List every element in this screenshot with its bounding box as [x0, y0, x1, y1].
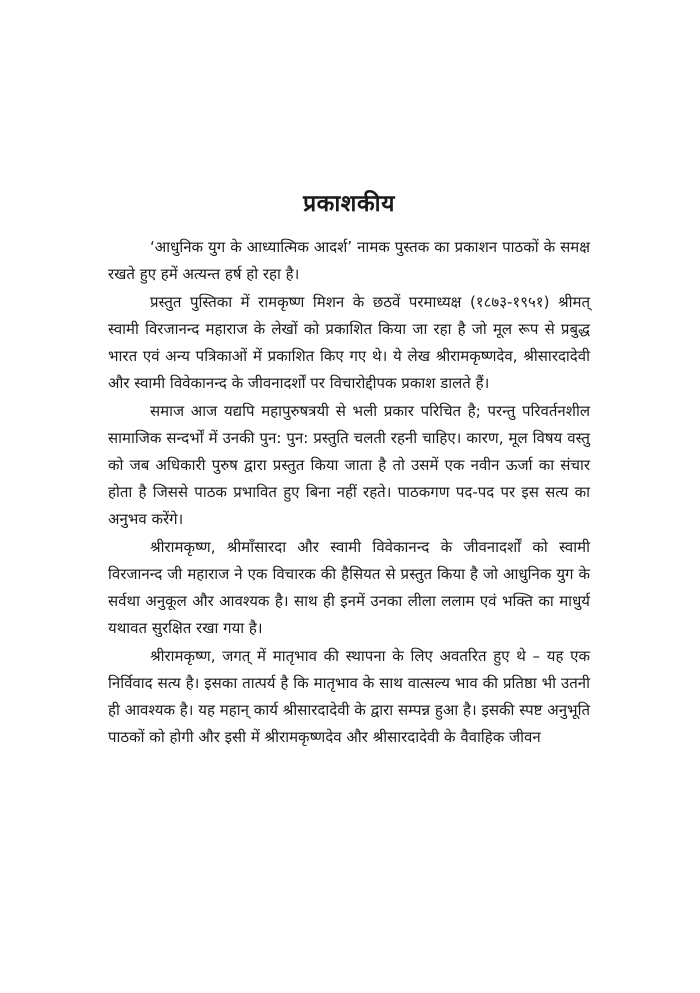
- paragraph-1: ‘आधुनिक युग के आध्यात्मिक आदर्श’ नामक पुस्तक का प्रकाशन पाठकों के समक्ष रखते हुए हमें अत्यन्त हर्ष हो रहा है।: [108, 238, 590, 283]
- paragraph-5: श्रीरामकृष्ण, जगत् में मातृभाव की स्थापना के लिए अवतरित हुए थे – यह एक निर्विवाद सत्य है। इसका तात्पर्य है कि मातृभाव के साथ वात्सल्य भाव की प्रतिष्ठा भी उतनी ही आवश्यक है। यह महान् कार्य श्रीसारदादेवी के द्वारा सम्पन्न हुआ है। इसकी स्पष्ट अनुभूति पाठकों को होगी और इसी में श्रीरामकृष्णदेव और श्रीसारदादेवी के वैवाहिक जीवन: [108, 647, 590, 746]
- page-title: प्रकाशकीय: [303, 191, 395, 217]
- paragraph-2: प्रस्तुत पुस्तिका में रामकृष्ण मिशन के छठवें परमाध्यक्ष (१८७३-१९५१) श्रीमत् स्वामी विरजानन्द महाराज के लेखों को प्रकाशित किया जा रहा है जो मूल रूप से प्रबुद्ध भारत एवं अन्य पत्रिकाओं में प्रकाशित किए गए थे। ये लेख श्रीरामकृष्णदेव, श्रीसारदादेवी और स्वामी विवेकानन्द के जीवनादर्शों पर विचारोद्दीपक प्रकाश डालते हैं।: [108, 293, 590, 392]
- paragraph-3: समाज आज यद्यपि महापुरुषत्रयी से भली प्रकार परिचित है; परन्तु परिवर्तनशील सामाजिक सन्दर्भों में उनकी पुन: पुन: प्रस्तुति चलती रहनी चाहिए। कारण, मूल विषय वस्तु को जब अधिकारी पुरुष द्वारा प्रस्तुत किया जाता है तो उसमें एक नवीन ऊर्जा का संचार होता है जिससे पाठक प्रभावित हुए बिना नहीं रहते। पाठकगण पद-पद पर इस सत्य का अनुभव करेंगे।: [108, 402, 590, 528]
- paragraph-4: श्रीरामकृष्ण, श्रीमाँसारदा और स्वामी विवेकानन्द के जीवनादर्शों को स्वामी विरजानन्द जी महाराज ने एक विचारक की हैसियत से प्रस्तुत किया है जो आधुनिक युग के सर्वथा अनुकूल और आवश्यक है। साथ ही इनमें उनका लीला ललाम एवं भक्ति का माधुर्य यथावत सुरक्षित रखा गया है।: [108, 538, 590, 637]
- page-body: [108, 186, 590, 752]
